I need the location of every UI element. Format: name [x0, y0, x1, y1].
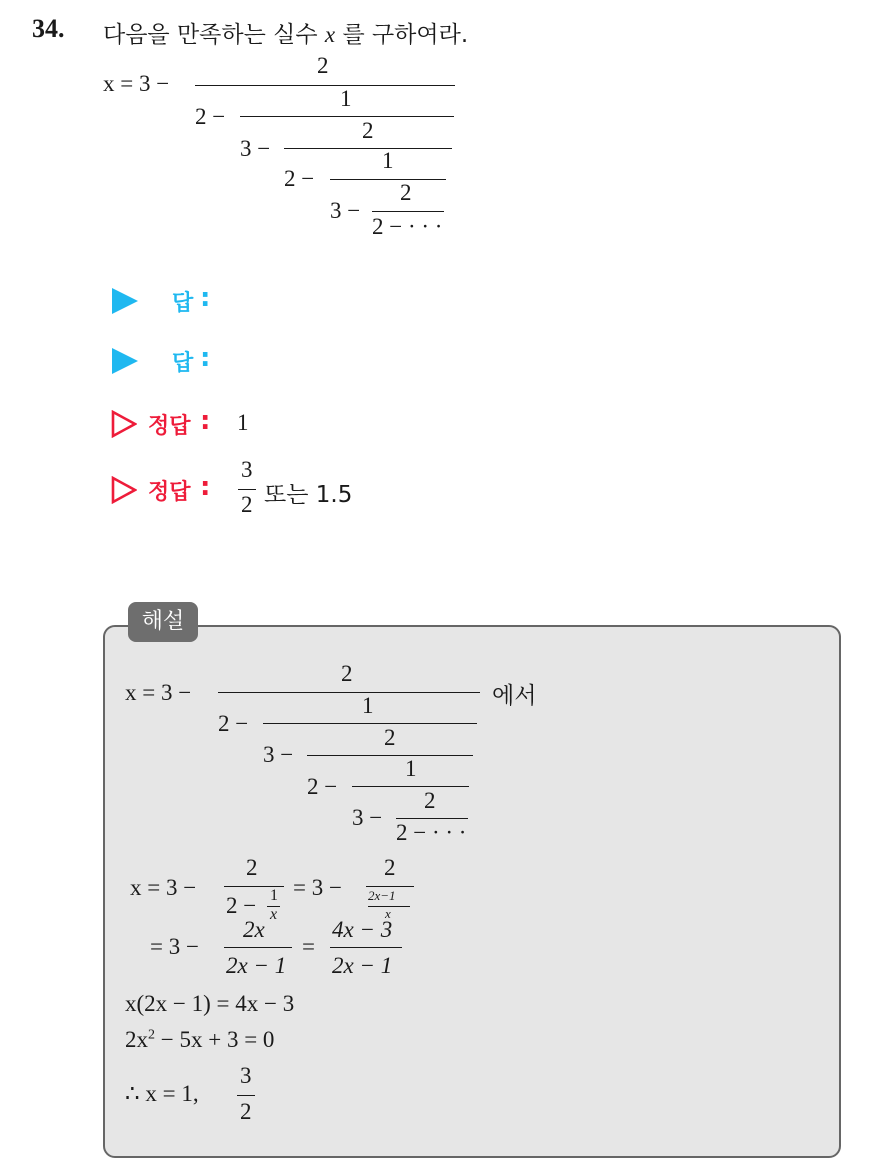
- answer-colon-1: :: [200, 283, 211, 313]
- cf-l1-den: 2 −: [195, 104, 226, 129]
- cf-l5-bar: [372, 211, 444, 212]
- exp-cf-l3-bar: [307, 755, 473, 756]
- exp-step5-bar: [237, 1095, 255, 1096]
- correct-answer-2-suffix-text: 또는 1.5: [264, 482, 353, 508]
- exp-step2-f1-bar: [224, 947, 292, 948]
- correct-answer-2-bar: [238, 489, 256, 490]
- exp-step1-f2-small-num: 2x−1: [368, 888, 396, 903]
- exp-step2-mid: =: [302, 934, 315, 959]
- correct-answer-2-num: 3: [241, 457, 253, 482]
- exp-step2-f2-num: 4x − 3: [332, 917, 393, 942]
- exp-step4-sup: 2: [148, 1027, 155, 1043]
- exp-cf-l2-num: 1: [362, 693, 374, 718]
- exp-cf-l4-num: 1: [405, 756, 417, 781]
- cf-l4-den: 3 −: [330, 198, 361, 223]
- question-variable: x: [324, 22, 336, 47]
- cf-l4-bar: [330, 179, 446, 180]
- exp-step1-mid: = 3 −: [293, 875, 342, 900]
- cf-l3-den: 2 −: [284, 166, 315, 191]
- exp-step5-num: 3: [240, 1063, 252, 1088]
- correct-label-1: 정답: [148, 414, 191, 439]
- correct-answer-arrow-icon: [111, 410, 137, 438]
- exp-step1-f1-den-lead: 2 −: [226, 893, 257, 918]
- cf-l4-num: 1: [382, 148, 394, 173]
- cf-lhs: x = 3 −: [103, 71, 170, 96]
- exp-step2-f2-bar: [330, 947, 402, 948]
- exp-step5-den: 2: [240, 1099, 252, 1124]
- exp-cf-l4-bar: [352, 786, 469, 787]
- question-number: 34.: [32, 14, 65, 43]
- exp-cf-l5-den: 2 − · · ·: [396, 820, 467, 845]
- answer-colon-2: :: [200, 343, 211, 373]
- exp-cf-l2-bar: [263, 723, 477, 724]
- cf-l2-den: 3 −: [240, 136, 271, 161]
- exp-step2-lhs: = 3 −: [150, 934, 199, 959]
- exp-step1-f1-small-den: x: [270, 906, 278, 923]
- exp-cf-l3-den: 2 −: [307, 774, 338, 799]
- exp-cf-l1-den: 2 −: [218, 711, 249, 736]
- exp-cf-l3-num: 2: [384, 725, 396, 750]
- exp-cf-l5-num: 2: [424, 788, 436, 813]
- question-text-before: 다음을 만족하는 실수: [103, 22, 318, 48]
- correct-answer-2-den: 2: [241, 492, 253, 517]
- question-text-after: 를 구하여라.: [342, 22, 469, 48]
- question-text: [103, 16, 468, 49]
- answer-arrow-icon: [112, 288, 138, 314]
- correct-label-2: 정답: [148, 480, 191, 505]
- exp-step3: x(2x − 1) = 4x − 3: [125, 991, 295, 1016]
- exp-cf-lhs: x = 3 −: [125, 680, 192, 705]
- exp-step1-f1-num: 2: [246, 855, 258, 880]
- cf-l1-bar: [195, 85, 455, 86]
- exp-step1-f2-small-den: x: [385, 906, 391, 921]
- exp-step1-f2-num: 2: [384, 855, 396, 880]
- exp-step2-f2-den: 2x − 1: [332, 953, 393, 978]
- explanation-badge: 해설: [128, 602, 198, 642]
- cf-l5-den: 2 − · · ·: [372, 214, 443, 239]
- exp-cf-l1-bar: [218, 692, 480, 693]
- exp-step4-a: 2x: [125, 1027, 148, 1052]
- correct-colon-2: :: [200, 472, 211, 502]
- exp-suffix: 에서: [492, 683, 537, 709]
- answer-arrow-icon: [112, 348, 138, 374]
- exp-step4: [125, 1027, 274, 1053]
- exp-step4-b: − 5x + 3 = 0: [155, 1027, 275, 1052]
- cf-l3-bar: [284, 148, 452, 149]
- cf-l2-num: 1: [340, 86, 352, 111]
- exp-cf-l1-num: 2: [341, 661, 353, 686]
- cf-l2-bar: [240, 116, 454, 117]
- exp-step2-f1-den: 2x − 1: [226, 953, 287, 978]
- correct-answer-arrow-icon: [111, 476, 137, 504]
- explanation-box: [103, 625, 841, 1158]
- exp-step5-lead: ∴ x = 1,: [125, 1081, 199, 1106]
- exp-step1-f1-small-num: 1: [270, 887, 278, 904]
- answer-label-1: 답: [172, 291, 194, 316]
- correct-answer-1: 1: [237, 410, 249, 435]
- cf-l5-num: 2: [400, 180, 412, 205]
- correct-answer-2-suffix: [264, 476, 352, 509]
- exp-step2-f1-num: 2x: [243, 917, 265, 942]
- cf-l1-num: 2: [317, 53, 329, 78]
- exp-cf-l2-den: 3 −: [263, 742, 294, 767]
- exp-cf-l4-den: 3 −: [352, 805, 383, 830]
- exp-step1-lhs: x = 3 −: [130, 875, 197, 900]
- answer-label-2: 답: [172, 351, 194, 376]
- cf-l3-num: 2: [362, 118, 374, 143]
- correct-colon-1: :: [200, 406, 211, 436]
